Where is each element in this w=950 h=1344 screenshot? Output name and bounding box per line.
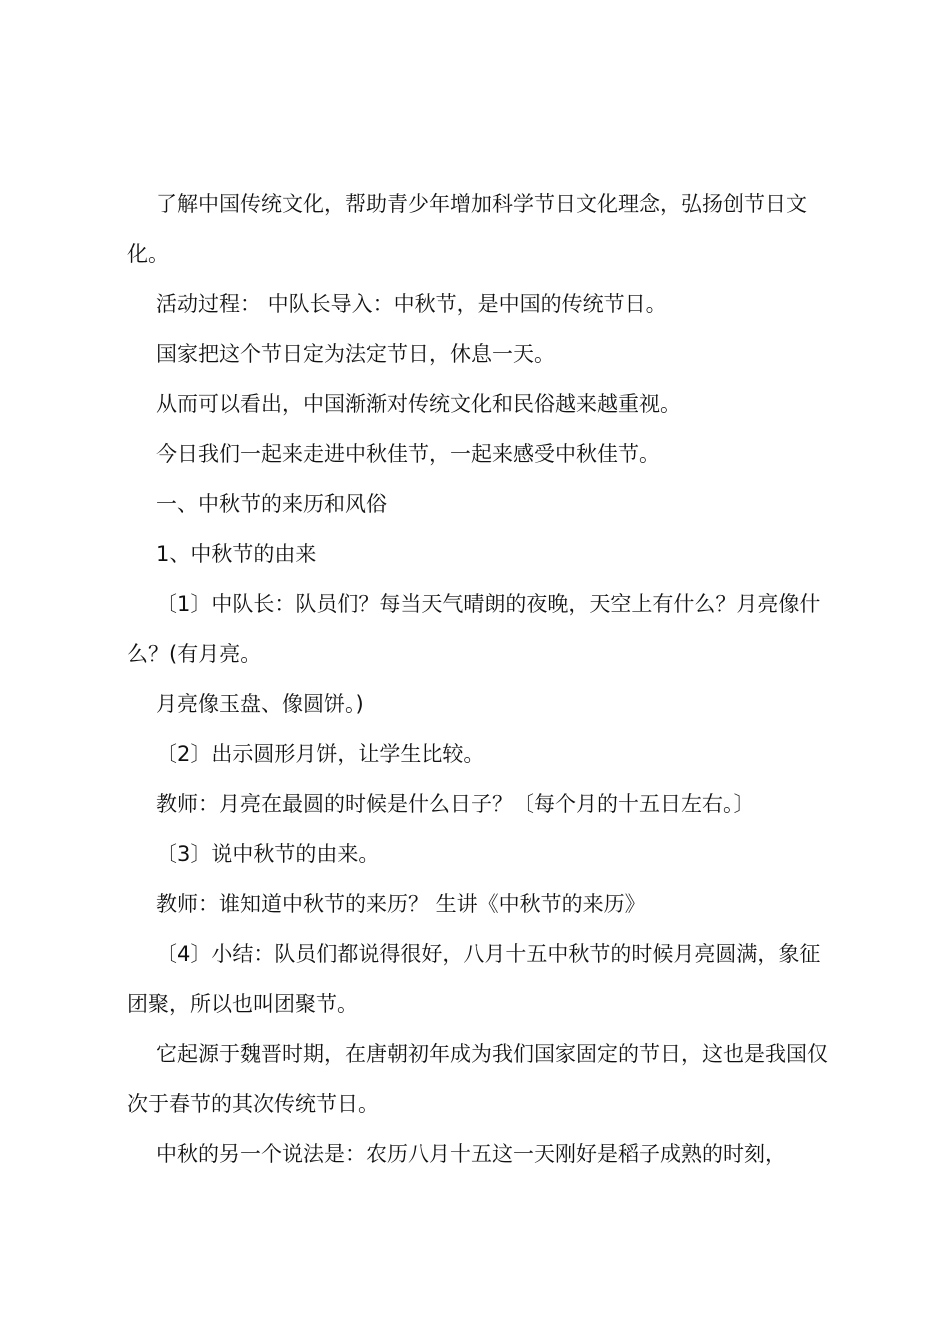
paragraph-2: 活动过程： 中队长导入：中秋节，是中国的传统节日。 bbox=[156, 292, 667, 316]
paragraph-12: 〔3〕说中秋节的由来。 bbox=[156, 842, 380, 866]
subsection-heading: 1、中秋节的由来 bbox=[156, 542, 317, 566]
paragraph-11: 教师：月亮在最圆的时候是什么日子？〔每个月的十五日左右。〕 bbox=[156, 792, 755, 816]
paragraph-1: 了解中国传统文化，帮助青少年增加科学节日文化理念，弘扬创节日文化。 bbox=[127, 192, 807, 266]
paragraph-9: 月亮像玉盘、像圆饼。) bbox=[156, 692, 364, 716]
paragraph-14: 〔4〕小结：队员们都说得很好，八月十五中秋节的时候月亮圆满，象征团聚，所以也叫团聚节。 bbox=[127, 942, 821, 1016]
paragraph-8: 〔1〕中队长：队员们？每当天气晴朗的夜晚，天空上有什么？月亮像什么？(有月亮。 bbox=[127, 592, 821, 666]
paragraph-5: 今日我们一起来走进中秋佳节，一起来感受中秋佳节。 bbox=[156, 442, 660, 466]
paragraph-4: 从而可以看出，中国渐渐对传统文化和民俗越来越重视。 bbox=[156, 392, 681, 416]
paragraph-13: 教师：谁知道中秋节的来历？ 生讲《中秋节的来历》 bbox=[156, 892, 646, 916]
section-heading: 一、中秋节的来历和风俗 bbox=[156, 492, 387, 516]
document-body bbox=[127, 179, 837, 1179]
paragraph-15: 它起源于魏晋时期，在唐朝初年成为我们国家固定的节日，这也是我国仅次于春节的其次传统节日。 bbox=[127, 1042, 828, 1116]
paragraph-16: 中秋的另一个说法是：农历八月十五这一天刚好是稻子成熟的时刻， bbox=[156, 1142, 786, 1166]
paragraph-10: 〔2〕出示圆形月饼，让学生比较。 bbox=[156, 742, 485, 766]
paragraph-3: 国家把这个节日定为法定节日，休息一天。 bbox=[156, 342, 555, 366]
